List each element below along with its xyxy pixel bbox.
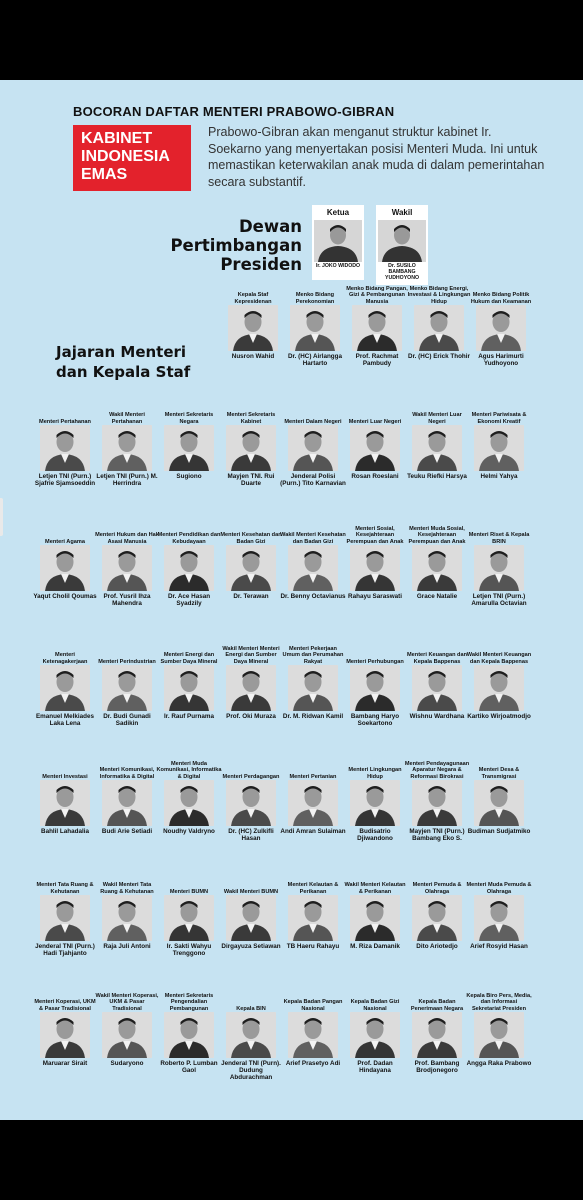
minister-card — [156, 511, 222, 629]
minister-position: Menteri Perindustrian — [98, 658, 156, 665]
minister-card — [156, 391, 222, 509]
dewan-wakil-label: Wakil — [391, 208, 413, 217]
minister-position: Menko Bidang Politik Hukum dan Keamanan — [470, 292, 532, 305]
minister-position: Menteri Luar Negeri — [348, 418, 402, 425]
minister-position: Menteri Lingkungan Hidup — [348, 767, 402, 780]
portrait-image — [102, 895, 152, 941]
intro-paragraph: Prabowo-Gibran akan menganut struktur kabinet Ir. Soekarno yang menyertakan posisi Menteri Muda. Ini untuk memastikan keterwakilan anak muda di dalam pemerintahan secara substantif. — [208, 125, 545, 189]
minister-name: Prof. Rachmat Pambudy — [355, 353, 399, 367]
minister-position: Menteri Koperasi, UKM & Pasar Tradisional — [34, 999, 96, 1012]
minister-card — [404, 631, 470, 749]
minister-position: Kepala Badan Penerimaan Negara — [410, 999, 464, 1012]
minister-card — [32, 861, 98, 979]
minister-name: Bambang Haryo Soekartono — [350, 713, 400, 727]
minister-card — [404, 861, 470, 979]
portrait-image — [164, 545, 214, 591]
minister-name: Prof. Oki Muraza — [226, 713, 276, 720]
minister-name: Jenderal TNI (Purn). Dudung Abdurachman — [221, 1060, 281, 1081]
portrait-image — [288, 545, 338, 591]
minister-card — [218, 746, 284, 864]
portrait-image — [164, 1012, 214, 1058]
minister-name: Prof. Dadan Hindayana — [357, 1060, 393, 1074]
portrait-image — [40, 895, 90, 941]
minister-card — [218, 391, 284, 509]
minister-name: Raja Juli Antoni — [103, 943, 151, 950]
minister-position: Wakil Menteri Tata Ruang & Kehutanan — [100, 882, 154, 895]
cabinet-poster — [0, 80, 583, 1120]
portrait-image — [102, 665, 152, 711]
minister-name: Dr. (HC) Zulkifli Hasan — [228, 828, 274, 842]
minister-position: Menteri Sekretaris Negara — [164, 412, 214, 425]
minister-position: Wakil Menteri Koperasi, UKM & Pasar Tradisional — [95, 992, 159, 1012]
minister-position: Menteri Pendidikan dan Kebudayaan — [157, 532, 221, 545]
minister-position: Menteri Ketenagakerjaan — [42, 652, 88, 665]
minister-name: Dr. Terawan — [233, 593, 269, 600]
minister-card — [466, 391, 532, 509]
minister-name: Dr. (HC) Erick Thohir — [408, 353, 470, 360]
minister-position: Menko Bidang Energi, Investasi & Lingkungan Hidup — [407, 285, 471, 305]
minister-card — [32, 511, 98, 629]
minister-position: Menteri Sekretaris Pengendalian Pembangunan — [164, 992, 214, 1012]
minister-name: Budiman Sudjatmiko — [467, 828, 531, 835]
minister-name: M. Riza Damanik — [350, 943, 400, 950]
portrait-image — [474, 780, 524, 826]
minister-position: Menteri Riset & Kepala BRIN — [468, 532, 530, 545]
minister-card — [156, 861, 222, 979]
portrait-image — [226, 1012, 276, 1058]
minister-position: Menteri Desa & Transmigrasi — [478, 767, 520, 780]
minister-name: Ir. Sakti Wahyu Trenggono — [166, 943, 212, 957]
portrait-image — [414, 305, 464, 351]
minister-name: Agus Harimurti Yudhoyono — [478, 353, 524, 367]
minister-card — [280, 391, 346, 509]
dewan-title-line: Dewan — [238, 217, 302, 236]
minister-position: Menteri Kelautan & Perikanan — [287, 882, 339, 895]
minister-name: Andi Amran Sulaiman — [280, 828, 346, 835]
cabinet-name-box — [73, 125, 191, 191]
portrait-image — [350, 665, 400, 711]
minister-name: Letjen TNI (Purn.) Sjafrie Sjamsoeddin — [34, 473, 96, 487]
minister-position: Menteri Muda Sosial, Kesejahteraan Perempuan dan Anak — [408, 525, 466, 545]
minister-name: Noudhy Valdryno — [163, 828, 215, 835]
portrait-image — [102, 545, 152, 591]
portrait-image — [474, 425, 524, 471]
minister-position: Menteri Sosial, Kesejahteraan Perempuan dan Anak — [346, 525, 404, 545]
minister-position: Menteri Tata Ruang & Kehutanan — [36, 882, 94, 895]
portrait-image — [288, 665, 338, 711]
minister-card — [156, 631, 222, 749]
minister-position: Menteri Muda Pemuda & Olahraga — [466, 882, 532, 895]
portrait-image — [288, 425, 338, 471]
minister-card — [466, 746, 532, 864]
minister-position: Menteri Pendayagunaan Aparatur Negara & Reformasi Birokrasi — [404, 760, 470, 780]
minister-position: Menteri Dalam Negeri — [284, 418, 342, 425]
minister-card — [342, 861, 408, 979]
minister-name: Prof. Yusril Ihza Mahendra — [103, 593, 151, 607]
portrait-image — [350, 545, 400, 591]
minister-position: Menteri Kesehatan dan Badan Gizi — [220, 532, 282, 545]
minister-name: Mayjen TNI. Rui Duarte — [227, 473, 275, 487]
minister-name: Jenderal TNI (Purn.) Hadi Tjahjanto — [35, 943, 95, 957]
portrait-image — [40, 1012, 90, 1058]
minister-name: Angga Raka Prabowo — [466, 1060, 532, 1067]
portrait-image — [226, 665, 276, 711]
minister-card — [218, 861, 284, 979]
portrait-image — [474, 895, 524, 941]
jajaran-title — [56, 342, 190, 382]
portrait-image — [164, 895, 214, 941]
minister-name: Arief Rosyid Hasan — [470, 943, 528, 950]
minister-position: Wakil Menteri Kelautan & Perikanan — [344, 882, 406, 895]
dewan-title — [150, 217, 302, 274]
minister-card — [404, 746, 470, 864]
minister-card — [220, 271, 286, 389]
minister-position: Menteri Pertanian — [289, 773, 337, 780]
portrait-image — [350, 1012, 400, 1058]
minister-position: Wakil Menteri Keuangan dan Kepala Bappenas — [466, 652, 532, 665]
portrait-image — [378, 220, 426, 262]
minister-name: Mayjen TNI (Purn.) Bambang Eko S. — [409, 828, 465, 842]
minister-position: Menteri Muda Komunikasi, Informatika & Digital — [156, 760, 222, 780]
minister-position: Kepala Biro Pers, Media, dan Informasi Sekretariat Presiden — [466, 992, 532, 1012]
portrait-image — [164, 665, 214, 711]
portrait-image — [352, 305, 402, 351]
minister-card — [404, 511, 470, 629]
minister-name: Sudaryono — [110, 1060, 144, 1067]
minister-position: Menteri BUMN — [169, 888, 209, 895]
portrait-image — [40, 780, 90, 826]
portrait-image — [476, 305, 526, 351]
minister-position: Kepala BIN — [236, 1005, 266, 1012]
minister-position: Menteri Keuangan dan Kepala Bappenas — [407, 652, 467, 665]
minister-name: Ir. Rauf Purnama — [163, 713, 215, 720]
portrait-image — [314, 220, 362, 262]
minister-position: Menko Bidang Pangan, Gizi & Pembangunan Manusia — [346, 285, 408, 305]
minister-name: Teuku Riefki Harsya — [407, 473, 467, 480]
minister-name: Dito Ariotedjo — [416, 943, 458, 950]
portrait-image — [226, 895, 276, 941]
minister-card — [94, 631, 160, 749]
minister-position: Menteri Perdagangan — [222, 773, 280, 780]
minister-name: Dr. Ace Hasan Syadzily — [167, 593, 211, 607]
portrait-image — [412, 545, 462, 591]
portrait-image — [412, 895, 462, 941]
portrait-image — [288, 895, 338, 941]
minister-card — [156, 746, 222, 864]
minister-name: Dirgayuza Setiawan — [221, 943, 281, 950]
cabinet-name-line: KABINET — [81, 130, 153, 147]
minister-card — [94, 978, 160, 1096]
minister-card — [156, 978, 222, 1096]
minister-position: Menteri Komunikasi, Informatika & Digital — [99, 767, 155, 780]
minister-name: Prof. Bambang Brodjonegoro — [414, 1060, 460, 1074]
portrait-image — [102, 1012, 152, 1058]
portrait-image — [288, 1012, 338, 1058]
dewan-ketua-label: Ketua — [326, 208, 350, 217]
minister-position: Menteri Pemuda & Olahraga — [412, 882, 462, 895]
minister-position: Menteri Pertahanan — [39, 418, 91, 425]
cabinet-name-line: INDONESIA — [81, 148, 170, 165]
minister-name: Bahlil Lahadalia — [41, 828, 89, 835]
portrait-image — [412, 1012, 462, 1058]
minister-position: Wakil Menteri Menteri Energi dan Sumber Daya Mineral — [222, 645, 280, 665]
minister-card — [280, 861, 346, 979]
minister-name: TB Haeru Rahayu — [286, 943, 340, 950]
minister-card — [342, 631, 408, 749]
minister-card — [282, 271, 348, 389]
portrait-image — [474, 665, 524, 711]
minister-card — [218, 978, 284, 1096]
minister-name: Letjen TNI (Purn.) Amarulla Octavian — [471, 593, 527, 607]
minister-card — [342, 391, 408, 509]
minister-position: Menteri Pariwisata & Ekonomi Kreatif — [471, 412, 527, 425]
minister-card — [280, 511, 346, 629]
minister-position: Menteri Perhubungan — [346, 658, 404, 665]
portrait-image — [474, 1012, 524, 1058]
portrait-image — [226, 780, 276, 826]
portrait-image — [226, 545, 276, 591]
portrait-image — [290, 305, 340, 351]
minister-card — [280, 746, 346, 864]
portrait-image — [164, 780, 214, 826]
minister-name: Wishnu Wardhana — [409, 713, 465, 720]
minister-card — [342, 746, 408, 864]
minister-position: Menteri Pekerjaan Umum dan Perumahan Rakyat — [282, 645, 344, 665]
minister-name: Dr. Budi Gunadi Sadikin — [103, 713, 151, 727]
minister-name: Dr. M. Ridwan Kamil — [282, 713, 344, 720]
minister-name: Roberto P. Lumban Gaol — [160, 1060, 218, 1074]
jajaran-title-line: dan Kepala Staf — [56, 363, 191, 381]
minister-position: Kepala Staf Kepresidenan — [234, 292, 272, 305]
minister-name: Maruarar Sirait — [42, 1060, 88, 1067]
minister-position: Menteri Sekretaris Kabinet — [226, 412, 276, 425]
portrait-image — [350, 780, 400, 826]
minister-card — [344, 271, 410, 389]
minister-card — [468, 271, 534, 389]
portrait-image — [412, 665, 462, 711]
minister-name: Sugiono — [176, 473, 202, 480]
minister-name: Grace Natalie — [416, 593, 458, 600]
portrait-image — [40, 545, 90, 591]
portrait-image — [228, 305, 278, 351]
minister-card — [94, 746, 160, 864]
minister-card — [280, 978, 346, 1096]
minister-name: Letjen TNI (Purn.) M. Herrindra — [96, 473, 158, 487]
minister-card — [32, 631, 98, 749]
minister-card — [466, 978, 532, 1096]
minister-position: Wakil Menteri BUMN — [223, 888, 279, 895]
minister-name: Yaqut Cholil Qoumas — [33, 593, 97, 600]
portrait-image — [412, 780, 462, 826]
jajaran-title-line: Jajaran Menteri — [56, 343, 187, 361]
dewan-ketua-card — [312, 205, 364, 280]
portrait-image — [350, 425, 400, 471]
minister-card — [32, 978, 98, 1096]
scroll-indicator[interactable] — [0, 498, 3, 536]
portrait-image — [40, 425, 90, 471]
minister-name: Arief Prasetyo Adi — [285, 1060, 341, 1067]
minister-card — [466, 511, 532, 629]
minister-position: Kepala Badan Pangan Nasional — [283, 999, 343, 1012]
dewan-wakil-name: Dr. SUSILO BAMBANG YUDHOYONO — [384, 263, 419, 281]
portrait-image — [474, 545, 524, 591]
minister-card — [218, 511, 284, 629]
minister-name: Nusron Wahid — [231, 353, 275, 360]
minister-card — [32, 746, 98, 864]
portrait-image — [40, 665, 90, 711]
portrait-image — [288, 780, 338, 826]
minister-card — [94, 861, 160, 979]
minister-card — [32, 391, 98, 509]
minister-name: Budisatrio Djiwandono — [357, 828, 393, 842]
portrait-image — [226, 425, 276, 471]
minister-position: Menteri Agama — [45, 538, 85, 545]
minister-name: Helmi Yahya — [480, 473, 518, 480]
minister-position: Wakil Menteri Luar Negeri — [412, 412, 462, 425]
minister-card — [404, 978, 470, 1096]
minister-name: Rahayu Saraswati — [348, 593, 402, 600]
minister-card — [94, 391, 160, 509]
minister-name: Jenderal Polisi (Purn.) Tito Karnavian — [280, 473, 346, 487]
minister-card — [280, 631, 346, 749]
minister-name: Emanuel Melkiades Laka Lena — [35, 713, 95, 727]
dewan-title-line: Presiden — [220, 255, 302, 274]
minister-card — [404, 391, 470, 509]
minister-card — [406, 271, 472, 389]
poster-headline: BOCORAN DAFTAR MENTERI PRABOWO-GIBRAN — [73, 104, 395, 119]
minister-name: Dr. Benny Octavianus — [280, 593, 346, 600]
minister-position: Menteri Hukum dan Hak Asasi Manusia — [95, 532, 159, 545]
minister-position: Menko Bidang Perekonomian — [295, 292, 335, 305]
minister-name: Budi Arie Setiadi — [101, 828, 153, 835]
minister-card — [466, 631, 532, 749]
portrait-image — [164, 425, 214, 471]
minister-card — [466, 861, 532, 979]
minister-position: Menteri Investasi — [42, 773, 88, 780]
portrait-image — [350, 895, 400, 941]
minister-card — [342, 978, 408, 1096]
minister-position: Menteri Energi dan Sumber Daya Mineral — [160, 652, 218, 665]
minister-card — [218, 631, 284, 749]
dewan-ketua-name: Ir. JOKO WIDODO — [315, 263, 361, 269]
minister-position: Kepala Badan Gizi Nasional — [350, 999, 400, 1012]
portrait-image — [412, 425, 462, 471]
minister-name: Dr. (HC) Airlangga Hartarto — [288, 353, 342, 367]
minister-position: Wakil Menteri Kesehatan dan Badan Gizi — [280, 532, 346, 545]
minister-name: Rosan Roeslani — [351, 473, 399, 480]
cabinet-name-line: EMAS — [81, 166, 128, 183]
dewan-title-line: Pertimbangan — [170, 236, 302, 255]
portrait-image — [102, 425, 152, 471]
minister-position: Wakil Menteri Pertahanan — [109, 412, 145, 425]
minister-card — [94, 511, 160, 629]
portrait-image — [102, 780, 152, 826]
minister-name: Kartiko Wirjoatmodjo — [467, 713, 531, 720]
minister-card — [342, 511, 408, 629]
